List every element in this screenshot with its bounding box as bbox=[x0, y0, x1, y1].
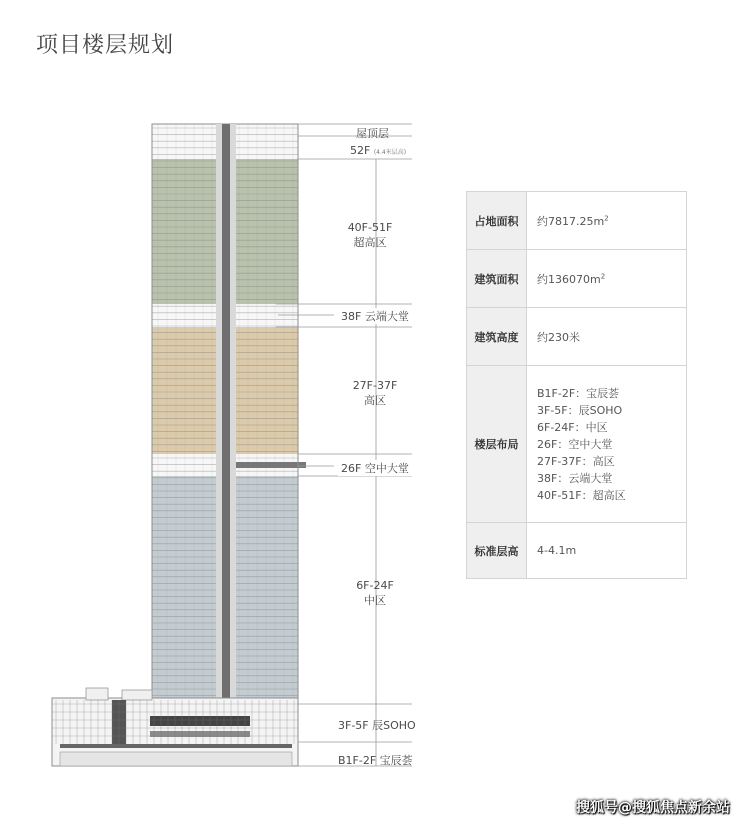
label-mid-range: 6F-24F bbox=[356, 579, 394, 592]
label-cloud-lobby: 38F 云端大堂 bbox=[338, 308, 412, 324]
table-row bbox=[467, 308, 687, 366]
label-high bbox=[345, 379, 405, 408]
label-soho: 3F-5F 辰SOHO bbox=[338, 719, 416, 732]
table-value-sup: 2 bbox=[604, 213, 609, 222]
layout-line: 40F-51F：超高区 bbox=[537, 488, 626, 502]
label-b1f: B1F-2F 宝辰荟 bbox=[338, 754, 413, 767]
label-high-name: 高区 bbox=[364, 394, 386, 407]
layout-line: 27F-37F：高区 bbox=[537, 454, 615, 468]
sky-lobby-band bbox=[236, 462, 306, 468]
table-key: 楼层布局 bbox=[467, 366, 527, 523]
page-title: 项目楼层规划 bbox=[36, 33, 175, 58]
layout-line: 38F：云端大堂 bbox=[537, 471, 613, 485]
layout-line: B1F-2F：宝辰荟 bbox=[537, 386, 620, 400]
label-mid-name: 中区 bbox=[364, 594, 386, 607]
table-row bbox=[467, 250, 687, 308]
table-key: 标准层高 bbox=[467, 523, 527, 579]
label-sky-lobby: 26F 空中大堂 bbox=[338, 460, 412, 476]
layout-line: 26F：空中大堂 bbox=[537, 437, 613, 451]
table-value: 4-4.1m bbox=[527, 523, 687, 579]
project-info-table bbox=[466, 191, 687, 579]
label-super-high-range: 40F-51F bbox=[347, 221, 393, 234]
watermark: 搜狐号@搜狐焦点新余站 bbox=[576, 800, 730, 816]
layout-line: 6F-24F：中区 bbox=[537, 420, 608, 434]
table-value-text: 约7817.25m bbox=[537, 214, 605, 228]
table-row bbox=[467, 366, 687, 523]
table-value-list bbox=[527, 366, 687, 523]
table-row bbox=[467, 192, 687, 250]
table-value-sup: 2 bbox=[600, 271, 606, 280]
table-value-text: 约136070m bbox=[537, 272, 601, 286]
label-super-high-name: 超高区 bbox=[353, 236, 387, 249]
label-high-range: 27F-37F bbox=[352, 379, 398, 392]
table-value bbox=[527, 192, 687, 250]
label-mid bbox=[345, 579, 405, 608]
label-super-high bbox=[340, 221, 400, 250]
table-value bbox=[527, 250, 687, 308]
table-value: 约230米 bbox=[527, 308, 687, 366]
label-52f-text: 52F bbox=[350, 144, 371, 157]
table-key: 建筑面积 bbox=[467, 250, 527, 308]
label-52f bbox=[350, 144, 406, 157]
layout-line: 3F-5F：辰SOHO bbox=[537, 403, 623, 417]
table-key: 建筑高度 bbox=[467, 308, 527, 366]
label-roof: 屋顶层 bbox=[356, 127, 389, 140]
table-row bbox=[467, 523, 687, 579]
podium-building bbox=[52, 688, 298, 766]
table-key: 占地面积 bbox=[467, 192, 527, 250]
label-52f-note: (4.4米层高) bbox=[373, 149, 407, 156]
tower-core-shaft bbox=[222, 124, 230, 766]
